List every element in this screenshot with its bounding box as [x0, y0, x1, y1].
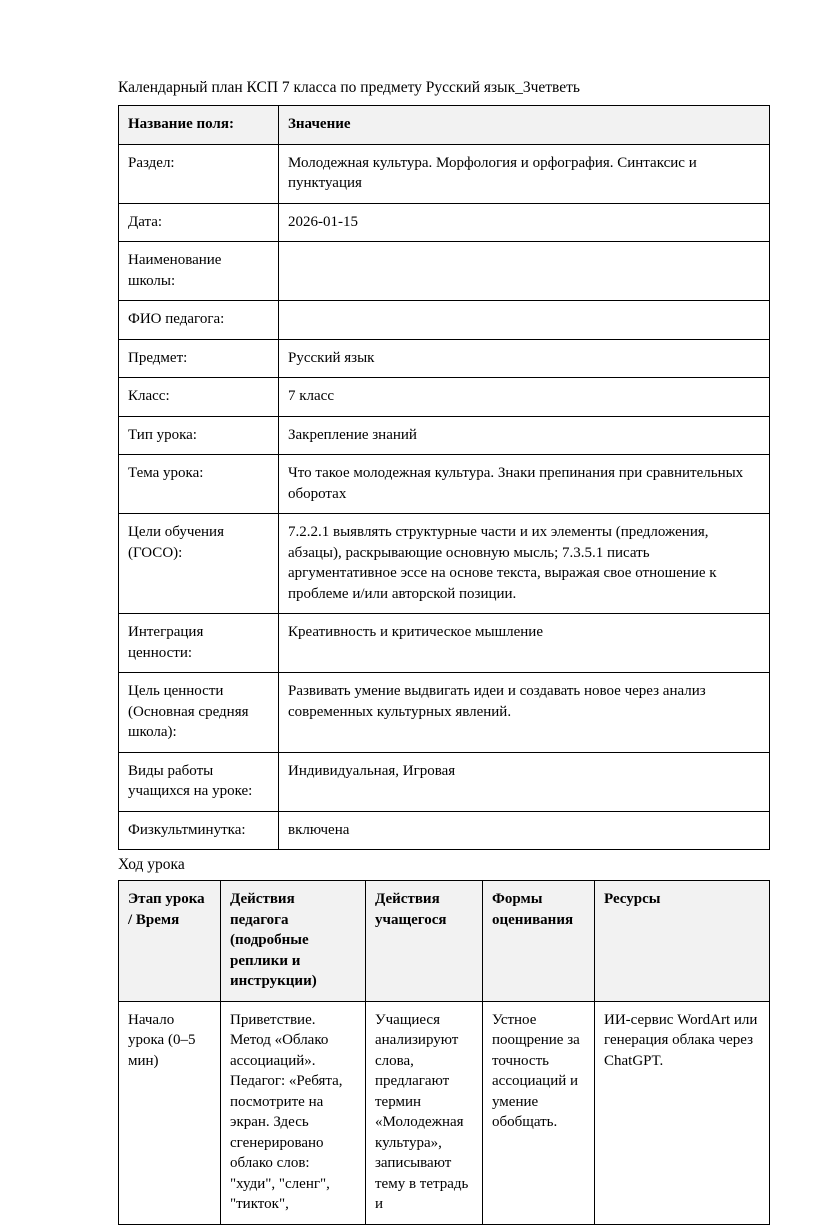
- table-row: [119, 811, 770, 850]
- row-value: включена: [279, 811, 770, 850]
- table-row: [119, 144, 770, 203]
- cell-assessment-forms: Устное поощрение за точность ассоциаций и умение обобщать.: [483, 1001, 595, 1224]
- row-label: Интеграция ценности:: [119, 614, 279, 673]
- cell-teacher-actions: Приветствие. Метод «Облако ассоциаций». Педагог: «Ребята, посмотрите на экран. Здесь сгенерировано облако слов: "худи", "сленг", "тикток",: [221, 1001, 366, 1224]
- row-value: Молодежная культура. Морфология и орфография. Синтаксис и пунктуация: [279, 144, 770, 203]
- document-title: Календарный план КСП 7 класса по предмету Русский язык_3четветь: [118, 79, 580, 96]
- header-field-value: Значение: [279, 106, 770, 145]
- table-row: [119, 203, 770, 242]
- row-label: Тема урока:: [119, 455, 279, 514]
- row-label: Предмет:: [119, 339, 279, 378]
- row-label: ФИО педагога:: [119, 301, 279, 340]
- table-row: [119, 416, 770, 455]
- header-student-actions: Действия учащегося: [366, 881, 483, 1002]
- row-value: [279, 242, 770, 301]
- lesson-flow-label: Ход урока: [118, 856, 185, 873]
- row-label: Наименование школы:: [119, 242, 279, 301]
- header-field-name: Название поля:: [119, 106, 279, 145]
- table-row: [119, 614, 770, 673]
- row-value: Закрепление знаний: [279, 416, 770, 455]
- row-label: Дата:: [119, 203, 279, 242]
- row-value: 7.2.2.1 выявлять структурные части и их элементы (предложения, абзацы), раскрывающие основную мысль; 7.3.5.1 писать аргументативное эссе на основе текста, выражая свое отношение к проблеме и/или авторской позиции.: [279, 514, 770, 614]
- row-value: Развивать умение выдвигать идеи и создавать новое через анализ современных культурных явлений.: [279, 673, 770, 753]
- row-value: 7 класс: [279, 378, 770, 417]
- header-resources: Ресурсы: [595, 881, 770, 1002]
- header-stage: Этап урока / Время: [119, 881, 221, 1002]
- row-value: Индивидуальная, Игровая: [279, 752, 770, 811]
- row-label: Цель ценности (Основная средняя школа):: [119, 673, 279, 753]
- table-row: [119, 673, 770, 753]
- row-label: Виды работы учащихся на уроке:: [119, 752, 279, 811]
- cell-resources: ИИ-сервис WordArt или генерация облака через ChatGPT.: [595, 1001, 770, 1224]
- cell-stage: Начало урока (0–5 мин): [119, 1001, 221, 1224]
- table-header-row: [119, 106, 770, 145]
- table-row: [119, 1001, 770, 1224]
- table-row: [119, 752, 770, 811]
- header-assessment-forms: Формы оценивания: [483, 881, 595, 1002]
- table-row: [119, 301, 770, 340]
- table-row: [119, 378, 770, 417]
- table-row: [119, 242, 770, 301]
- cell-student-actions: Учащиеся анализируют слова, предлагают термин «Молодежная культура», записывают тему в тетрадь и: [366, 1001, 483, 1224]
- table-row: [119, 339, 770, 378]
- lesson-info-body: [119, 106, 770, 850]
- row-value: Креативность и критическое мышление: [279, 614, 770, 673]
- lesson-flow-table: [118, 880, 770, 1225]
- row-label: Физкультминутка:: [119, 811, 279, 850]
- table-row: [119, 514, 770, 614]
- row-value: Что такое молодежная культура. Знаки препинания при сравнительных оборотах: [279, 455, 770, 514]
- row-label: Класс:: [119, 378, 279, 417]
- table-header-row: [119, 881, 770, 1002]
- table-row: [119, 455, 770, 514]
- row-value: Русский язык: [279, 339, 770, 378]
- row-value: [279, 301, 770, 340]
- row-label: Цели обучения (ГОСО):: [119, 514, 279, 614]
- row-label: Тип урока:: [119, 416, 279, 455]
- row-value: 2026-01-15: [279, 203, 770, 242]
- lesson-info-table: [118, 105, 770, 850]
- row-label: Раздел:: [119, 144, 279, 203]
- header-teacher-actions: Действия педагога (подробные реплики и инструкции): [221, 881, 366, 1002]
